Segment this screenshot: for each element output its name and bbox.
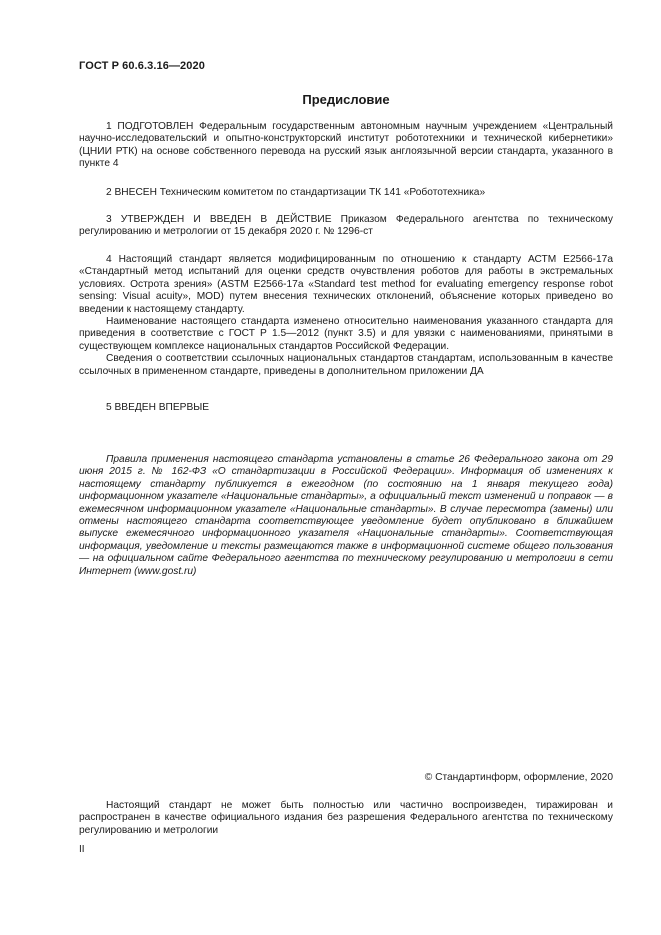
- usage-notice-text: Правила применения настоящего стандарта установлены в статье 26 Федерального закона от 29 июня 2015 г. № 162-ФЗ «О стандартизации в Российской Федерации». Информация об изменениях к настоящему стандарту публикуется в ежегодном (по состоянию на 1 января текущего года) информационном указателе «Национальные стандарты», а официальный текст изменений и поправок — в ежемесячном информационном указателе «Национальные стандарты». В случае пересмотра (замены) или отмены настоящего стандарта соответствующее уведомление будет опубликовано в ближайшем выпуске ежемесячного информационного указателя «Национальные стандарты». Соответствующая информация, уведомление и тексты размещаются также в информационной системе общего пользования — на официальном сайте Федерального агентства по техническому регулированию и метрологии в сети Интернет (www.gost.ru): [79, 454, 613, 577]
- section-4-paragraph-3: Сведения о соответствии ссылочных национальных стандартов стандартам, использованным в качестве ссылочных в примененном стандарте, приведены в дополнительном приложении ДА: [79, 353, 613, 377]
- page-number: II: [79, 844, 85, 855]
- section-1-text: 1 ПОДГОТОВЛЕН Федеральным государственным автономным научным учреждением «Центральный научно-исследовательский и опытно-конструкторский институт робототехники и технической кибернетики» (ЦНИИ РТК) на основе собственного перевода на русский язык англоязычной версии стандарта, указанного в пункте 4: [79, 121, 613, 170]
- section-5: [79, 402, 613, 414]
- usage-notice: [79, 454, 613, 578]
- section-1: [79, 121, 613, 171]
- section-4: [79, 254, 613, 378]
- section-4-paragraph-1: 4 Настоящий стандарт является модифицированным по отношению к стандарту АСТМ Е2566-17а «Стандартный метод испытаний для оценки средств очувствления роботов для работы в экстремальных условиях. Острота зрения» (ASTM E2566-17a «Standard test method for evaluating emergency response robot sensing: Visual acuity», MOD) путем внесения технических отклонений, объяснение которых приведено во введении к настоящему стандарту.: [79, 254, 613, 315]
- section-3-text: 3 УТВЕРЖДЕН И ВВЕДЕН В ДЕЙСТВИЕ Приказом Федерального агентства по техническому регулированию и метрологии от 15 декабря 2020 г. № 1296-ст: [79, 214, 613, 238]
- section-2: [79, 187, 613, 199]
- section-3: [79, 214, 613, 239]
- reproduction-notice: [79, 800, 613, 837]
- section-2-text: 2 ВНЕСЕН Техническим комитетом по стандартизации ТК 141 «Робототехника»: [106, 187, 486, 198]
- copyright-line: © Стандартинформ, оформление, 2020: [424, 772, 613, 783]
- section-4-paragraph-2: Наименование настоящего стандарта изменено относительно наименования указанного стандарта для приведения в соответствие с ГОСТ Р 1.5—2012 (пункт 3.5) и для увязки с наименованиями, принятыми в существующем комплексе национальных стандартов Российской Федерации.: [79, 316, 613, 352]
- page-title: Предисловие: [302, 92, 390, 107]
- section-5-text: 5 ВВЕДЕН ВПЕРВЫЕ: [106, 402, 210, 413]
- document-code: ГОСТ Р 60.6.3.16—2020: [79, 60, 205, 72]
- reproduction-notice-text: Настоящий стандарт не может быть полностью или частично воспроизведен, тиражирован и распространен в качестве официального издания без разрешения Федерального агентства по техническому регулированию и метрологии: [79, 800, 613, 836]
